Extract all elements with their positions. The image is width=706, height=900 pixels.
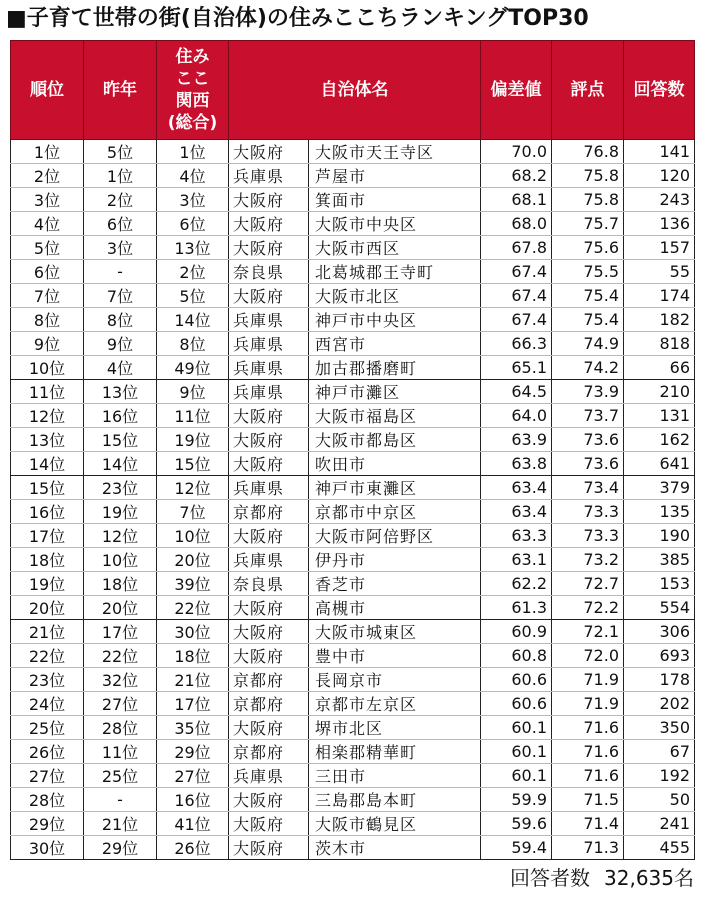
score-cell: 73.4: [552, 476, 624, 500]
prev-year-cell: 32位: [84, 668, 157, 692]
rank-cell: 5位: [11, 236, 84, 260]
responses-cell: 66: [624, 356, 695, 380]
rank-cell: 19位: [11, 572, 84, 596]
table-row: [11, 404, 695, 428]
page-title: ■子育て世帯の街(自治体)の住みここちランキングTOP30: [6, 6, 589, 31]
prefecture-cell: 兵庫県: [229, 308, 309, 332]
kansai-rank-cell: 41位: [157, 812, 229, 836]
responses-cell: 120: [624, 164, 695, 188]
rank-cell: 8位: [11, 308, 84, 332]
responses-cell: 131: [624, 404, 695, 428]
prefecture-cell: 大阪府: [229, 428, 309, 452]
prev-year-cell: 4位: [84, 356, 157, 380]
deviation-cell: 67.4: [481, 260, 552, 284]
rank-cell: 21位: [11, 620, 84, 644]
kansai-rank-cell: 18位: [157, 644, 229, 668]
prev-year-cell: 29位: [84, 836, 157, 860]
responses-cell: 350: [624, 716, 695, 740]
municipality-cell: 大阪市鶴見区: [309, 812, 481, 836]
prefecture-cell: 奈良県: [229, 572, 309, 596]
header-kansai-line: 住み: [175, 47, 210, 67]
deviation-cell: 60.6: [481, 668, 552, 692]
table-header-row: [11, 41, 695, 140]
responses-cell: 136: [624, 212, 695, 236]
rank-cell: 28位: [11, 788, 84, 812]
municipality-cell: 大阪市阿倍野区: [309, 524, 481, 548]
deviation-cell: 61.3: [481, 596, 552, 620]
respondent-total: [496, 862, 694, 891]
deviation-cell: 59.6: [481, 812, 552, 836]
kansai-rank-cell: 9位: [157, 380, 229, 404]
score-cell: 73.3: [552, 524, 624, 548]
kansai-rank-cell: 30位: [157, 620, 229, 644]
table-row: [11, 284, 695, 308]
deviation-cell: 64.5: [481, 380, 552, 404]
score-cell: 75.7: [552, 212, 624, 236]
responses-cell: 306: [624, 620, 695, 644]
header-rank: 順位: [11, 41, 84, 140]
score-cell: 71.6: [552, 716, 624, 740]
rank-cell: 24位: [11, 692, 84, 716]
rank-cell: 17位: [11, 524, 84, 548]
rank-cell: 23位: [11, 668, 84, 692]
table-row: [11, 740, 695, 764]
deviation-cell: 59.9: [481, 788, 552, 812]
deviation-cell: 63.8: [481, 452, 552, 476]
responses-cell: 818: [624, 332, 695, 356]
responses-cell: 379: [624, 476, 695, 500]
deviation-cell: 63.1: [481, 548, 552, 572]
rank-cell: 13位: [11, 428, 84, 452]
prev-year-cell: -: [84, 788, 157, 812]
score-cell: 72.7: [552, 572, 624, 596]
table-row: [11, 812, 695, 836]
table-row: [11, 236, 695, 260]
municipality-cell: 大阪市西区: [309, 236, 481, 260]
kansai-rank-cell: 7位: [157, 500, 229, 524]
kansai-rank-cell: 49位: [157, 356, 229, 380]
deviation-cell: 60.1: [481, 740, 552, 764]
deviation-cell: 68.0: [481, 212, 552, 236]
prev-year-cell: 9位: [84, 332, 157, 356]
prev-year-cell: 8位: [84, 308, 157, 332]
header-kansai-line: ここ: [175, 69, 210, 89]
municipality-cell: 大阪市福島区: [309, 404, 481, 428]
responses-cell: 178: [624, 668, 695, 692]
responses-cell: 157: [624, 236, 695, 260]
score-cell: 73.2: [552, 548, 624, 572]
prefecture-cell: 兵庫県: [229, 764, 309, 788]
prev-year-cell: 27位: [84, 692, 157, 716]
responses-cell: 554: [624, 596, 695, 620]
prefecture-cell: 京都府: [229, 668, 309, 692]
header-deviation: 偏差値: [481, 41, 552, 140]
prefecture-cell: 兵庫県: [229, 332, 309, 356]
prev-year-cell: 20位: [84, 596, 157, 620]
kansai-rank-cell: 26位: [157, 836, 229, 860]
header-kansai-line: (総合): [167, 113, 218, 133]
table-row: [11, 380, 695, 404]
score-cell: 71.6: [552, 740, 624, 764]
responses-cell: 67: [624, 740, 695, 764]
municipality-cell: 大阪市天王寺区: [309, 140, 481, 164]
municipality-cell: 西宮市: [309, 332, 481, 356]
prev-year-cell: 14位: [84, 452, 157, 476]
prefecture-cell: 大阪府: [229, 812, 309, 836]
rank-cell: 10位: [11, 356, 84, 380]
deviation-cell: 60.1: [481, 764, 552, 788]
prev-year-cell: 21位: [84, 812, 157, 836]
prev-year-cell: 1位: [84, 164, 157, 188]
prev-year-cell: 6位: [84, 212, 157, 236]
responses-cell: 210: [624, 380, 695, 404]
prev-year-cell: 28位: [84, 716, 157, 740]
rank-cell: 26位: [11, 740, 84, 764]
header-prev-year: 昨年: [84, 41, 157, 140]
municipality-cell: 豊中市: [309, 644, 481, 668]
score-cell: 73.3: [552, 500, 624, 524]
responses-cell: 50: [624, 788, 695, 812]
score-cell: 75.6: [552, 236, 624, 260]
kansai-rank-cell: 2位: [157, 260, 229, 284]
prefecture-cell: 大阪府: [229, 716, 309, 740]
score-cell: 73.9: [552, 380, 624, 404]
rank-cell: 29位: [11, 812, 84, 836]
prefecture-cell: 兵庫県: [229, 164, 309, 188]
table-row: [11, 212, 695, 236]
rank-cell: 6位: [11, 260, 84, 284]
rank-cell: 3位: [11, 188, 84, 212]
responses-cell: 182: [624, 308, 695, 332]
table-row: [11, 716, 695, 740]
rank-cell: 16位: [11, 500, 84, 524]
kansai-rank-cell: 11位: [157, 404, 229, 428]
responses-cell: 693: [624, 644, 695, 668]
kansai-rank-cell: 5位: [157, 284, 229, 308]
kansai-rank-cell: 8位: [157, 332, 229, 356]
municipality-cell: 京都市左京区: [309, 692, 481, 716]
prev-year-cell: -: [84, 260, 157, 284]
rank-cell: 18位: [11, 548, 84, 572]
responses-cell: 190: [624, 524, 695, 548]
deviation-cell: 60.6: [481, 692, 552, 716]
prev-year-cell: 18位: [84, 572, 157, 596]
municipality-cell: 加古郡播磨町: [309, 356, 481, 380]
deviation-cell: 63.9: [481, 428, 552, 452]
kansai-rank-cell: 14位: [157, 308, 229, 332]
rank-cell: 7位: [11, 284, 84, 308]
prefecture-cell: 大阪府: [229, 452, 309, 476]
kansai-rank-cell: 10位: [157, 524, 229, 548]
municipality-cell: 長岡京市: [309, 668, 481, 692]
deviation-cell: 67.8: [481, 236, 552, 260]
municipality-cell: 神戸市東灘区: [309, 476, 481, 500]
table-row: [11, 356, 695, 380]
prev-year-cell: 11位: [84, 740, 157, 764]
kansai-rank-cell: 3位: [157, 188, 229, 212]
prefecture-cell: 大阪府: [229, 188, 309, 212]
kansai-rank-cell: 4位: [157, 164, 229, 188]
prev-year-cell: 22位: [84, 644, 157, 668]
respondent-count: 32,635名: [604, 866, 694, 890]
prefecture-cell: 大阪府: [229, 524, 309, 548]
rank-cell: 14位: [11, 452, 84, 476]
rank-cell: 9位: [11, 332, 84, 356]
municipality-cell: 堺市北区: [309, 716, 481, 740]
kansai-rank-cell: 17位: [157, 692, 229, 716]
table-row: [11, 836, 695, 860]
prev-year-cell: 16位: [84, 404, 157, 428]
table-row: [11, 524, 695, 548]
municipality-cell: 三島郡島本町: [309, 788, 481, 812]
rank-cell: 2位: [11, 164, 84, 188]
header-responses: 回答数: [624, 41, 695, 140]
prev-year-cell: 7位: [84, 284, 157, 308]
responses-cell: 641: [624, 452, 695, 476]
deviation-cell: 66.3: [481, 332, 552, 356]
prefecture-cell: 兵庫県: [229, 356, 309, 380]
rank-cell: 4位: [11, 212, 84, 236]
responses-cell: 153: [624, 572, 695, 596]
score-cell: 71.5: [552, 788, 624, 812]
prev-year-cell: 23位: [84, 476, 157, 500]
score-cell: 72.2: [552, 596, 624, 620]
deviation-cell: 67.4: [481, 308, 552, 332]
deviation-cell: 68.2: [481, 164, 552, 188]
kansai-rank-cell: 35位: [157, 716, 229, 740]
municipality-cell: 大阪市中央区: [309, 212, 481, 236]
prefecture-cell: 大阪府: [229, 284, 309, 308]
score-cell: 71.4: [552, 812, 624, 836]
kansai-rank-cell: 22位: [157, 596, 229, 620]
prefecture-cell: 京都府: [229, 692, 309, 716]
municipality-cell: 香芝市: [309, 572, 481, 596]
score-cell: 75.8: [552, 188, 624, 212]
table-row: [11, 428, 695, 452]
table-row: [11, 764, 695, 788]
kansai-rank-cell: 15位: [157, 452, 229, 476]
responses-cell: 162: [624, 428, 695, 452]
prefecture-cell: 大阪府: [229, 404, 309, 428]
municipality-cell: 高槻市: [309, 596, 481, 620]
kansai-rank-cell: 27位: [157, 764, 229, 788]
table-row: [11, 164, 695, 188]
prefecture-cell: 兵庫県: [229, 380, 309, 404]
score-cell: 71.6: [552, 764, 624, 788]
municipality-cell: 北葛城郡王寺町: [309, 260, 481, 284]
responses-cell: 55: [624, 260, 695, 284]
prefecture-cell: 大阪府: [229, 212, 309, 236]
prev-year-cell: 19位: [84, 500, 157, 524]
table-row: [11, 668, 695, 692]
table-row: [11, 476, 695, 500]
kansai-rank-cell: 16位: [157, 788, 229, 812]
rank-cell: 11位: [11, 380, 84, 404]
prefecture-cell: 大阪府: [229, 236, 309, 260]
responses-cell: 385: [624, 548, 695, 572]
deviation-cell: 67.4: [481, 284, 552, 308]
ranking-table: [10, 40, 695, 860]
table-row: [11, 620, 695, 644]
deviation-cell: 60.8: [481, 644, 552, 668]
rank-cell: 15位: [11, 476, 84, 500]
prefecture-cell: 兵庫県: [229, 548, 309, 572]
municipality-cell: 吹田市: [309, 452, 481, 476]
table-row: [11, 572, 695, 596]
table-row: [11, 500, 695, 524]
header-score: 評点: [552, 41, 624, 140]
header-municipality: 自治体名: [229, 41, 481, 140]
score-cell: 72.0: [552, 644, 624, 668]
score-cell: 74.9: [552, 332, 624, 356]
rank-cell: 25位: [11, 716, 84, 740]
kansai-rank-cell: 19位: [157, 428, 229, 452]
table-row: [11, 596, 695, 620]
rank-cell: 27位: [11, 764, 84, 788]
prev-year-cell: 13位: [84, 380, 157, 404]
prefecture-cell: 京都府: [229, 500, 309, 524]
score-cell: 73.7: [552, 404, 624, 428]
municipality-cell: 相楽郡精華町: [309, 740, 481, 764]
municipality-cell: 伊丹市: [309, 548, 481, 572]
prefecture-cell: 大阪府: [229, 644, 309, 668]
rank-cell: 22位: [11, 644, 84, 668]
kansai-rank-cell: 13位: [157, 236, 229, 260]
score-cell: 73.6: [552, 428, 624, 452]
prev-year-cell: 25位: [84, 764, 157, 788]
municipality-cell: 京都市中京区: [309, 500, 481, 524]
kansai-rank-cell: 21位: [157, 668, 229, 692]
table-row: [11, 788, 695, 812]
prefecture-cell: 京都府: [229, 740, 309, 764]
municipality-cell: 三田市: [309, 764, 481, 788]
kansai-rank-cell: 6位: [157, 212, 229, 236]
deviation-cell: 68.1: [481, 188, 552, 212]
kansai-rank-cell: 1位: [157, 140, 229, 164]
table-row: [11, 452, 695, 476]
score-cell: 71.3: [552, 836, 624, 860]
respondent-label: 回答者数: [510, 866, 591, 890]
prev-year-cell: 10位: [84, 548, 157, 572]
prev-year-cell: 12位: [84, 524, 157, 548]
score-cell: 75.5: [552, 260, 624, 284]
prev-year-cell: 3位: [84, 236, 157, 260]
prev-year-cell: 5位: [84, 140, 157, 164]
table-row: [11, 644, 695, 668]
responses-cell: 192: [624, 764, 695, 788]
kansai-rank-cell: 29位: [157, 740, 229, 764]
table-row: [11, 308, 695, 332]
responses-cell: 135: [624, 500, 695, 524]
kansai-rank-cell: 39位: [157, 572, 229, 596]
prev-year-cell: 2位: [84, 188, 157, 212]
score-cell: 76.8: [552, 140, 624, 164]
deviation-cell: 64.0: [481, 404, 552, 428]
table-row: [11, 188, 695, 212]
deviation-cell: 63.3: [481, 524, 552, 548]
table-row: [11, 260, 695, 284]
score-cell: 72.1: [552, 620, 624, 644]
header-kansai-overall: [157, 41, 229, 140]
municipality-cell: 神戸市中央区: [309, 308, 481, 332]
rank-cell: 1位: [11, 140, 84, 164]
prefecture-cell: 奈良県: [229, 260, 309, 284]
score-cell: 75.4: [552, 308, 624, 332]
prefecture-cell: 大阪府: [229, 596, 309, 620]
rank-cell: 12位: [11, 404, 84, 428]
municipality-cell: 神戸市灘区: [309, 380, 481, 404]
municipality-cell: 大阪市北区: [309, 284, 481, 308]
prev-year-cell: 17位: [84, 620, 157, 644]
deviation-cell: 62.2: [481, 572, 552, 596]
responses-cell: 141: [624, 140, 695, 164]
deviation-cell: 60.9: [481, 620, 552, 644]
prefecture-cell: 大阪府: [229, 788, 309, 812]
rank-cell: 20位: [11, 596, 84, 620]
kansai-rank-cell: 20位: [157, 548, 229, 572]
table-row: [11, 332, 695, 356]
responses-cell: 174: [624, 284, 695, 308]
municipality-cell: 芦屋市: [309, 164, 481, 188]
deviation-cell: 70.0: [481, 140, 552, 164]
score-cell: 74.2: [552, 356, 624, 380]
deviation-cell: 63.4: [481, 476, 552, 500]
prefecture-cell: 大阪府: [229, 140, 309, 164]
table-row: [11, 692, 695, 716]
prefecture-cell: 大阪府: [229, 620, 309, 644]
prefecture-cell: 大阪府: [229, 836, 309, 860]
responses-cell: 241: [624, 812, 695, 836]
responses-cell: 455: [624, 836, 695, 860]
score-cell: 73.6: [552, 452, 624, 476]
municipality-cell: 大阪市城東区: [309, 620, 481, 644]
deviation-cell: 65.1: [481, 356, 552, 380]
deviation-cell: 60.1: [481, 716, 552, 740]
table-row: [11, 548, 695, 572]
score-cell: 71.9: [552, 692, 624, 716]
header-kansai-line: 関西: [175, 91, 210, 111]
municipality-cell: 茨木市: [309, 836, 481, 860]
score-cell: 75.8: [552, 164, 624, 188]
score-cell: 75.4: [552, 284, 624, 308]
deviation-cell: 63.4: [481, 500, 552, 524]
kansai-rank-cell: 12位: [157, 476, 229, 500]
prev-year-cell: 15位: [84, 428, 157, 452]
municipality-cell: 箕面市: [309, 188, 481, 212]
score-cell: 71.9: [552, 668, 624, 692]
table-row: [11, 140, 695, 164]
municipality-cell: 大阪市都島区: [309, 428, 481, 452]
responses-cell: 243: [624, 188, 695, 212]
deviation-cell: 59.4: [481, 836, 552, 860]
responses-cell: 202: [624, 692, 695, 716]
prefecture-cell: 兵庫県: [229, 476, 309, 500]
rank-cell: 30位: [11, 836, 84, 860]
